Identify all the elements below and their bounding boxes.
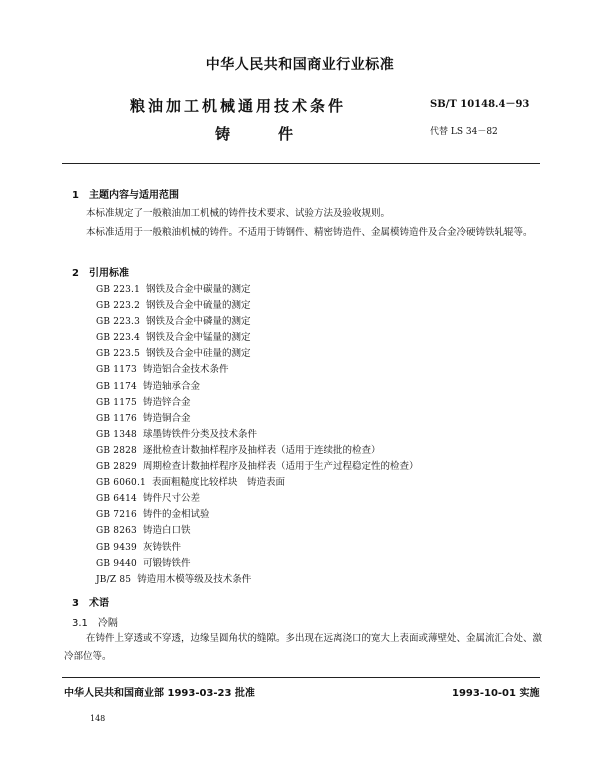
section-3-1-heading: 3.1 冷隔 bbox=[72, 618, 118, 629]
reference-title: 球墨铸铁件分类及技术条件 bbox=[142, 428, 257, 440]
section-1-paragraph-1 bbox=[64, 205, 544, 223]
reference-title: 铸件的金相试验 bbox=[142, 509, 210, 521]
reference-code: GB 223.3 bbox=[96, 317, 141, 328]
reference-item bbox=[96, 443, 418, 459]
reference-code: GB 2829 bbox=[96, 462, 137, 473]
reference-code: GB 223.5 bbox=[96, 349, 141, 360]
reference-item bbox=[96, 282, 418, 298]
reference-code: GB 2828 bbox=[96, 445, 137, 456]
reference-item bbox=[96, 491, 418, 507]
reference-code: GB 1173 bbox=[96, 365, 137, 376]
reference-item bbox=[96, 540, 418, 556]
section-1-heading: 1 主题内容与适用范围 bbox=[72, 190, 179, 201]
reference-item bbox=[96, 507, 418, 523]
reference-item bbox=[96, 346, 418, 362]
document-title: 粮油加工机械通用技术条件 bbox=[130, 97, 347, 115]
reference-code: GB 8263 bbox=[96, 526, 137, 537]
effective-date: 1993-10-01 实施 bbox=[452, 688, 540, 699]
reference-title: 铸造轴承合金 bbox=[142, 380, 200, 392]
reference-title: 钢铁及合金中磷量的测定 bbox=[146, 316, 251, 328]
reference-code: JB/Z 85 bbox=[96, 574, 132, 585]
reference-code: GB 6060.1 bbox=[96, 478, 146, 489]
reference-title: 钢铁及合金中硅量的测定 bbox=[146, 348, 251, 360]
section-1-paragraph-2 bbox=[64, 224, 544, 242]
section-3-heading: 3 术语 bbox=[72, 598, 109, 609]
reference-title: 逐批检查计数抽样程序及抽样表（适用于连续批的检查） bbox=[142, 444, 381, 456]
reference-code: GB 6414 bbox=[96, 494, 137, 505]
reference-title: 铸造铜合金 bbox=[142, 412, 191, 424]
reference-code: GB 7216 bbox=[96, 510, 137, 521]
reference-title: 铸造白口铁 bbox=[142, 525, 191, 537]
section-1-paragraph-1-text: 本标准规定了一般粮油加工机械的铸件技术要求、试验方法及验收规则。 bbox=[86, 208, 391, 219]
reference-code: GB 1174 bbox=[96, 381, 137, 392]
standard-number: SB/T 10148.4－93 bbox=[430, 99, 530, 110]
reference-title: 铸件尺寸公差 bbox=[142, 493, 200, 505]
reference-title: 灰铸铁件 bbox=[142, 541, 181, 553]
reference-title: 铸造锌合金 bbox=[142, 396, 191, 408]
reference-title: 可锻铸铁件 bbox=[142, 557, 191, 569]
document-subtitle: 铸件 bbox=[215, 125, 342, 143]
reference-item bbox=[96, 459, 418, 475]
reference-title: 表面粗糙度比较样块 铸造表面 bbox=[151, 477, 285, 489]
reference-item bbox=[96, 395, 418, 411]
reference-item bbox=[96, 330, 418, 346]
reference-item bbox=[96, 572, 418, 588]
reference-code: GB 1176 bbox=[96, 413, 137, 424]
footer-divider bbox=[62, 677, 540, 678]
section-2-heading: 2 引用标准 bbox=[72, 268, 129, 279]
reference-item bbox=[96, 362, 418, 378]
reference-list bbox=[96, 282, 418, 588]
reference-title: 钢铁及合金中硫量的测定 bbox=[146, 300, 251, 312]
reference-code: GB 223.2 bbox=[96, 301, 141, 312]
reference-title: 铸造用木模等级及技术条件 bbox=[137, 573, 252, 585]
reference-item bbox=[96, 379, 418, 395]
approval-date: 中华人民共和国商业部 1993-03-23 批准 bbox=[64, 688, 255, 699]
section-3-1-paragraph-text: 在铸件上穿透或不穿透，边缘呈圆角状的缝隙。多出现在远离浇口的宽大上表面或薄壁处、金属流汇合处、激冷部位等。 bbox=[64, 633, 543, 662]
reference-item bbox=[96, 523, 418, 539]
reference-title: 铸造铝合金技术条件 bbox=[142, 364, 229, 376]
reference-code: GB 223.1 bbox=[96, 285, 141, 295]
reference-title: 钢铁及合金中锰量的测定 bbox=[146, 332, 251, 344]
reference-title: 周期检查计数抽样程序及抽样表（适用于生产过程稳定性的检查） bbox=[142, 461, 419, 473]
issuing-authority: 中华人民共和国商业行业标准 bbox=[205, 57, 395, 73]
reference-item bbox=[96, 427, 418, 443]
reference-item bbox=[96, 411, 418, 427]
reference-code: GB 1348 bbox=[96, 429, 137, 440]
replaces-note: 代替 LS 34－82 bbox=[430, 127, 498, 137]
reference-item bbox=[96, 298, 418, 314]
reference-item bbox=[96, 475, 418, 491]
reference-code: GB 223.4 bbox=[96, 333, 141, 344]
header-divider bbox=[62, 163, 540, 164]
section-3-1-paragraph bbox=[64, 630, 544, 666]
reference-item bbox=[96, 314, 418, 330]
reference-title: 钢铁及合金中碳量的测定 bbox=[146, 284, 251, 295]
reference-code: GB 9439 bbox=[96, 542, 137, 553]
reference-code: GB 9440 bbox=[96, 558, 137, 569]
reference-item bbox=[96, 556, 418, 572]
section-1-paragraph-2-text: 本标准适用于一般粮油机械的铸件。不适用于铸钢件、精密铸造件、金属模铸造件及合金冷硬铸铁轧辊等。 bbox=[86, 227, 533, 238]
reference-code: GB 1175 bbox=[96, 397, 137, 408]
page-number: 148 bbox=[90, 714, 106, 723]
